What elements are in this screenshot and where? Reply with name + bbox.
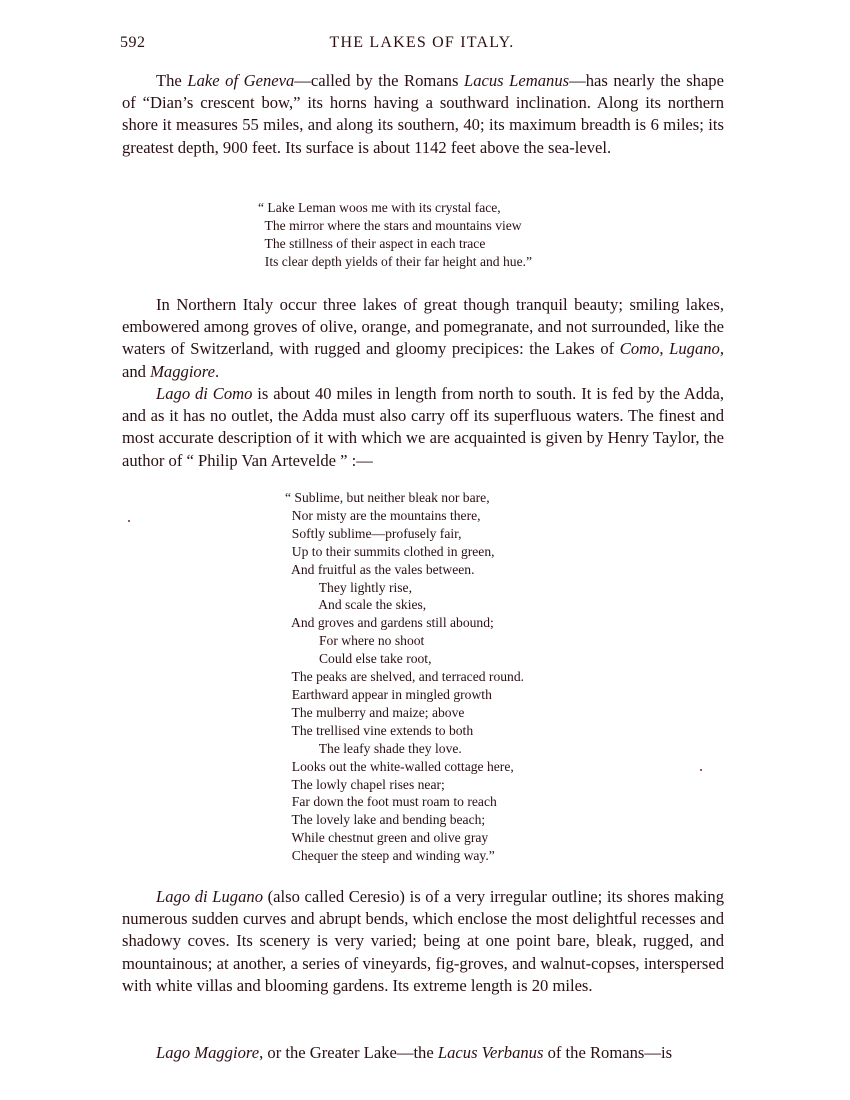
paragraph-como [122,383,724,472]
text-run: —has nearly the shape of “Dian’s crescent bow,” its horns having a southward inclination. Along its northern shore it measures 55 miles, and along its southern, 40; its maximum breadth is 6 miles; its greatest depth, 900 feet. Its surface is about 1142 feet above the sea-level. [122,71,724,157]
text-run: The [156,71,188,90]
text-run: , or the Greater Lake—the [259,1043,438,1062]
paragraph-lugano [122,886,724,997]
verse-line: For where no shoot [285,633,425,649]
verse-line: And groves and gardens still abound; [285,615,494,631]
latin-name-verbanus: Lacus Verbanus [437,1043,544,1062]
verse-line: While chestnut green and olive gray [285,830,489,846]
verse-line: The stillness of their aspect in each trace [258,235,486,251]
verse-line: The lovely lake and bending beach; [285,812,486,828]
paragraph-northern-italy [122,294,724,383]
running-header [120,34,724,56]
lake-name-como: Como [619,339,660,359]
verse-line: Could else take root, [285,651,432,667]
paragraph-geneva [122,70,724,159]
lake-name-lugano: Lugano [669,339,720,359]
lake-name-maggiore: Maggiore [150,361,215,381]
verse-line: Far down the foot must roam to reach [285,794,497,810]
verse-line: The leafy shade they love. [285,740,462,756]
verse-line: The trellised vine extends to both [285,722,474,738]
verse-line: Earthward appear in mingled growth [285,686,492,702]
text-run: of the Romans—is [543,1043,673,1062]
text-run: , and [122,339,725,381]
verse-line: Softly sublime—profusely fair, [285,525,462,541]
text-run: —called by the Romans [294,71,464,90]
quote-lake-leman [258,199,532,271]
verse-line: “ Lake Leman woos me with its crystal face, [258,200,501,215]
verse-line: Up to their summits clothed in green, [285,543,495,559]
verse-line: “ Sublime, but neither bleak nor bare, [285,490,490,505]
verse-line: Chequer the steep and winding way.” [285,848,495,864]
lake-name-lago-di-lugano: Lago di Lugano [156,887,263,906]
print-speck [700,769,702,771]
print-speck [128,520,130,522]
lake-name-lago-maggiore: Lago Maggiore [156,1043,260,1062]
lake-name-geneva: Lake of Geneva [187,71,295,90]
lake-name-lago-di-como: Lago di Como [156,384,253,403]
text-run: is about 40 miles in length from north to south. It is fed by the Adda, and as it has no outlet, the Adda must also carry off its superfluous waters. The finest and most accurate description of it with which we are acquainted is given by Henry Taylor, the author of “ Philip Van Artevelde ” :— [122,384,724,470]
text-run: In Northern Italy occur three lakes of great though tranquil beauty; smiling lakes, embowered among groves of olive, orange, and pomegranate, and not surrounded, like the waters of Switzerland, with rugged and gloomy precipices: the Lakes of [122,295,724,359]
paragraph-maggiore [122,1042,724,1064]
running-title: THE LAKES OF ITALY. [329,34,515,51]
verse-line: The mirror where the stars and mountains view [258,217,522,233]
verse-line: And scale the skies, [285,597,427,613]
poem-como [285,489,524,865]
verse-line: Its clear depth yields of their far height and hue.” [258,253,533,269]
verse-line: Nor misty are the mountains there, [285,507,481,523]
verse-line: The lowly chapel rises near; [285,776,445,792]
verse-line: The peaks are shelved, and terraced round. [285,669,525,685]
text-run: (also called Ceresio) is of a very irregular outline; its shores making numerous sudden curves and abrupt bends, which enclose the most delightful recesses and shadowy coves. Its scenery is very varied; being at one point bare, bleak, rugged, and mountainous; at another, a series of vineyards, fig-groves, and walnut-copses, interspersed with white villas and blooming gardens. Its extreme length is 20 miles. [122,887,724,995]
text-run: . [214,361,220,381]
verse-line: And fruitful as the vales between. [285,561,475,577]
latin-name-lemanus: Lacus Lemanus [463,71,570,90]
verse-line: They lightly rise, [285,579,412,595]
verse-line: The mulberry and maize; above [285,704,465,720]
verse-line: Looks out the white-walled cottage here, [285,758,514,774]
page-number: 592 [120,34,146,51]
text-run: , [659,339,670,359]
